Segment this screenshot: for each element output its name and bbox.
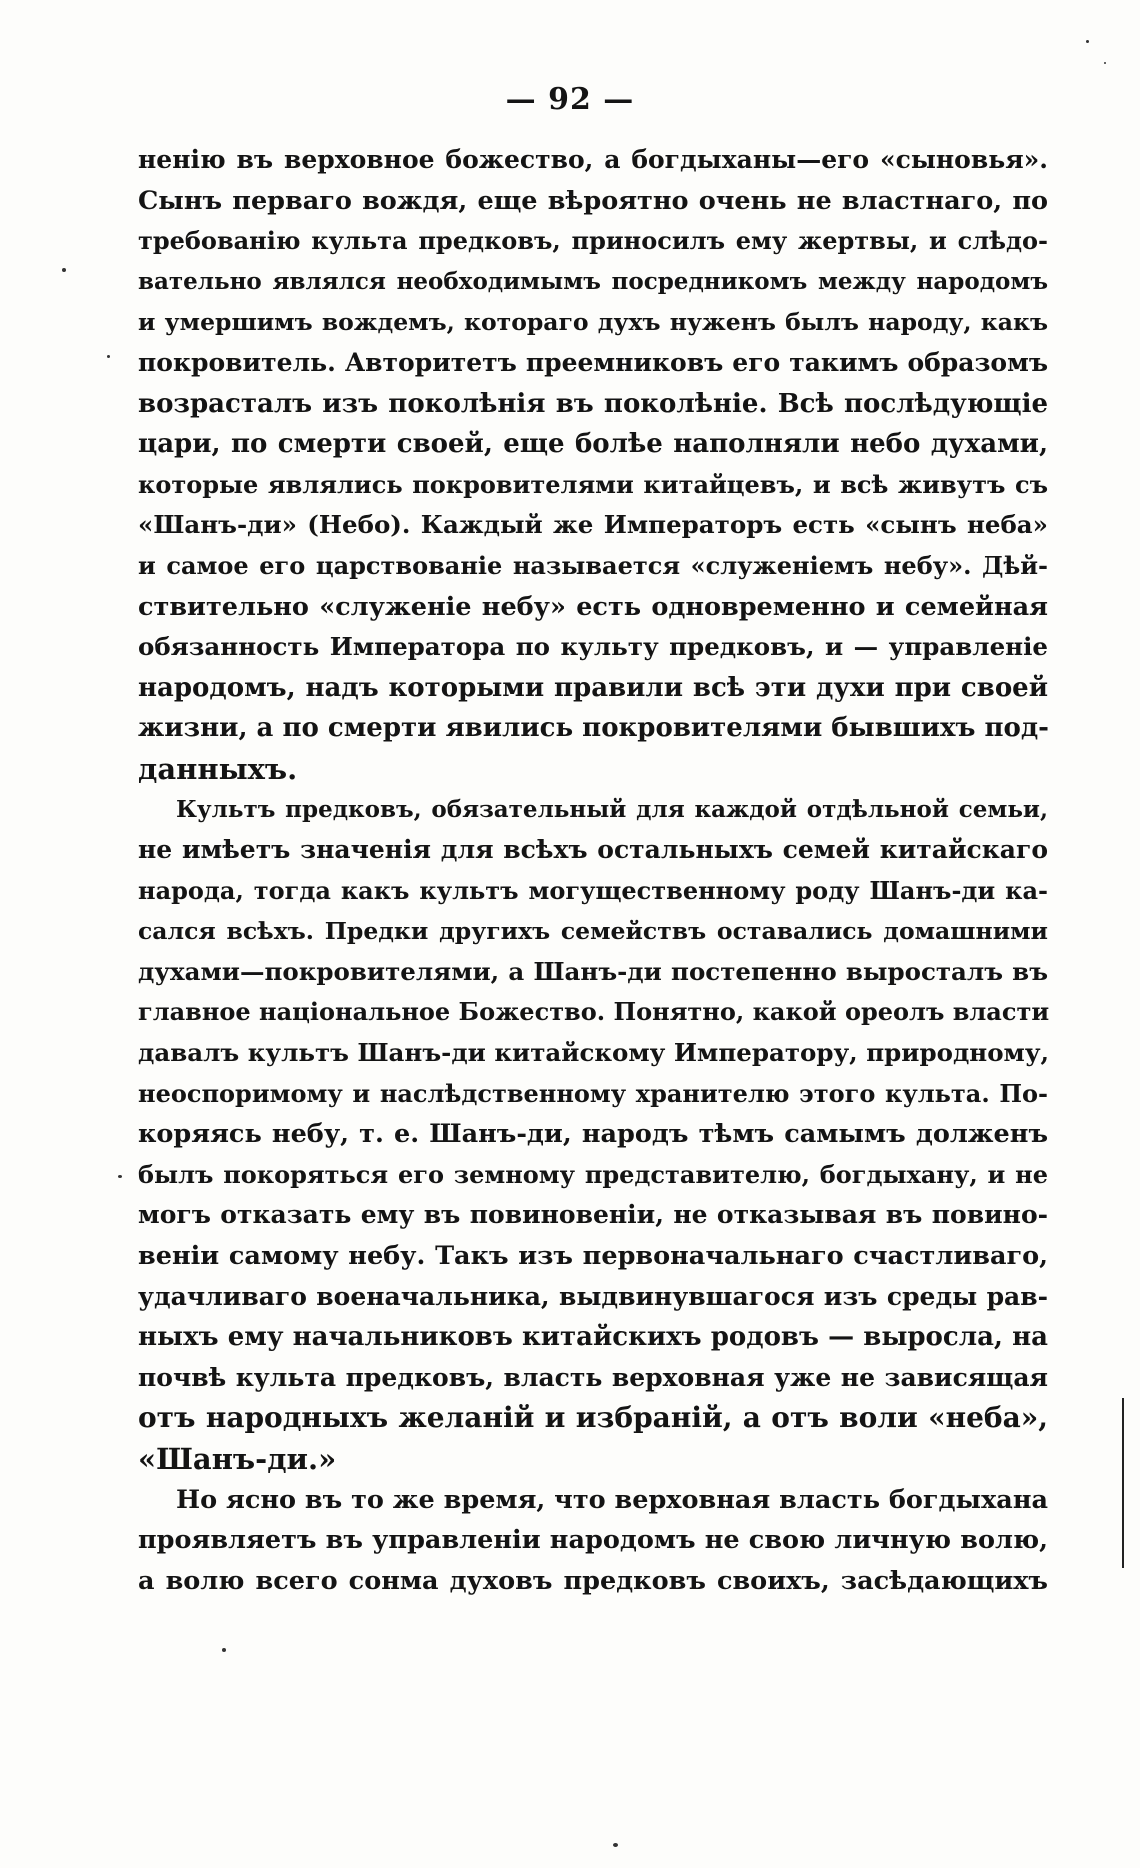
text-line: ствительно «служеніе небу» есть одновременно и семейная bbox=[138, 591, 1048, 622]
text-line: коряясь небу, т. е. Шанъ-ди, народъ тѣмъ самымъ долженъ bbox=[138, 1119, 1048, 1150]
paragraph-2 bbox=[138, 790, 1048, 1480]
text-line: проявляетъ въ управленіи народомъ не свою личную волю, bbox=[138, 1525, 1048, 1556]
paragraph-1 bbox=[138, 140, 1048, 790]
text-line: народомъ, надъ которыми правили всѣ эти духи при своей bbox=[138, 672, 1048, 703]
text-line: ненію въ верховное божество, а богдыханы—его «сыновья». bbox=[138, 145, 1048, 174]
text-line: Но ясно въ то же время, что верховная власть богдыхана bbox=[176, 1484, 1048, 1515]
text-line: и умершимъ вождемъ, котораго духъ нуженъ былъ народу, какъ bbox=[138, 308, 1048, 337]
text-line: Культъ предковъ, обязательный для каждой отдѣльной семьи, bbox=[176, 795, 1048, 823]
text-line: Сынъ перваго вождя, еще вѣроятно очень не властнаго, по bbox=[138, 185, 1048, 216]
scan-speck bbox=[107, 355, 110, 358]
text-line: духами—покровителями, а Шанъ-ди постепенно выросталъ въ bbox=[138, 956, 1048, 986]
margin-rule bbox=[1122, 1398, 1124, 1568]
text-line: народа, тогда какъ культъ могущественному роду Шанъ-ди ка- bbox=[138, 875, 1048, 905]
text-line: почвѣ культа предковъ, власть верховная уже не зависящая bbox=[138, 1362, 1048, 1392]
text-line: былъ покоряться его земному представителю, богдыхану, и не bbox=[138, 1159, 1048, 1189]
text-line: вательно являлся необходимымъ посредникомъ между народомъ bbox=[138, 267, 1048, 295]
scan-speck bbox=[118, 1175, 122, 1178]
text-line: возрасталъ изъ поколѣнія въ поколѣніе. Всѣ послѣдующіе bbox=[138, 388, 1048, 419]
text-line: которые являлись покровителями китайцевъ, и всѣ живутъ съ bbox=[138, 469, 1048, 499]
text-line: обязанность Императора по культу предковъ, и — управленіе bbox=[138, 632, 1048, 662]
text-line: а волю всего сонма духовъ предковъ своихъ, засѣдающихъ bbox=[138, 1565, 1048, 1596]
text-line: данныхъ. bbox=[138, 751, 298, 786]
text-line: и самое его царствованіе называется «служеніемъ небу». Дѣй- bbox=[138, 550, 1048, 580]
paragraph-3 bbox=[138, 1480, 1048, 1602]
text-line: неоспоримому и наслѣдственному хранителю этого культа. По- bbox=[138, 1078, 1048, 1108]
text-line: сался всѣхъ. Предки другихъ семействъ оставались домашними bbox=[138, 917, 1048, 946]
text-line: могъ отказать ему въ повиновеніи, не отказывая въ повино- bbox=[138, 1200, 1048, 1230]
scan-speck bbox=[1104, 62, 1106, 64]
text-line: цари, по смерти своей, еще болѣе наполняли небо духами, bbox=[138, 429, 1048, 460]
body-text bbox=[138, 140, 1048, 1601]
text-line: ныхъ ему начальниковъ китайскихъ родовъ — выросла, на bbox=[138, 1322, 1048, 1353]
text-line: «Шанъ-ди.» bbox=[138, 1442, 337, 1476]
text-line: удачливаго военачальника, выдвинувшагося изъ среды рав- bbox=[138, 1281, 1048, 1311]
page-number: — 92 — bbox=[505, 82, 635, 117]
scan-speck bbox=[222, 1648, 226, 1652]
text-line: веніи самому небу. Такъ изъ первоначальнаго счастливаго, bbox=[138, 1241, 1048, 1272]
text-line: главное національное Божество. Понятно, какой ореолъ власти bbox=[138, 997, 1050, 1027]
scan-speck bbox=[62, 268, 66, 272]
text-line: не имѣетъ значенія для всѣхъ остальныхъ семей китайскаго bbox=[138, 835, 1048, 865]
text-line: покровитель. Авторитетъ преемниковъ его такимъ образомъ bbox=[138, 347, 1048, 377]
scan-speck bbox=[613, 1843, 618, 1847]
text-line: отъ народныхъ желаній и избраній, а отъ воли «неба», bbox=[138, 1401, 1048, 1435]
text-line: требованію культа предковъ, приносилъ ему жертвы, и слѣдо- bbox=[138, 226, 1048, 256]
scan-speck bbox=[1086, 40, 1089, 43]
text-line: давалъ культъ Шанъ-ди китайскому Императору, природному, bbox=[138, 1038, 1050, 1068]
text-line: жизни, а по смерти явились покровителями бывшихъ под- bbox=[138, 713, 1049, 744]
text-line: «Шанъ-ди» (Небо). Каждый же Императоръ есть «сынъ неба» bbox=[138, 510, 1048, 540]
